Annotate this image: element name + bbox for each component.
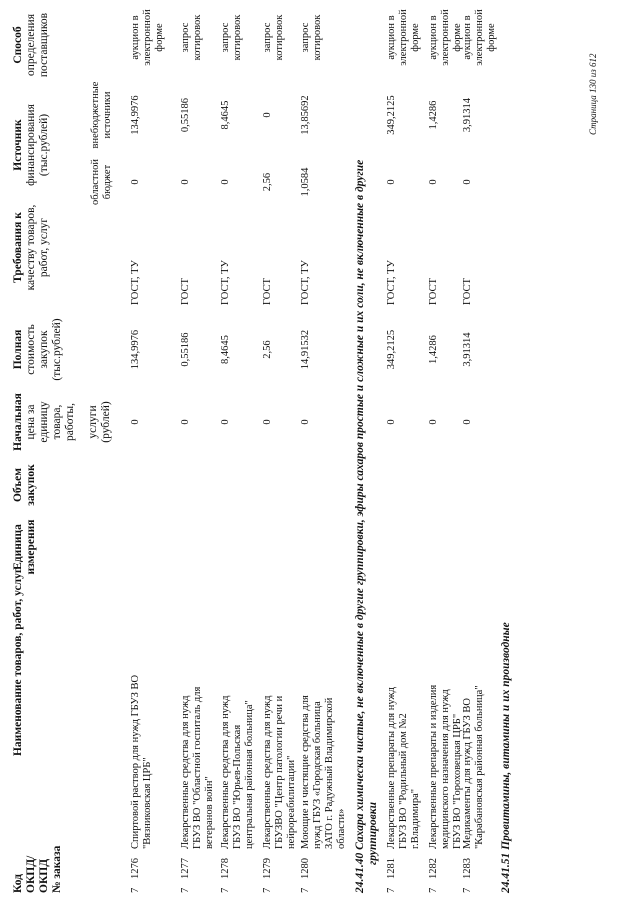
row-name [180, 609, 216, 849]
header-src-line: (тыс.рублей) [38, 113, 50, 177]
row-name [428, 609, 464, 849]
row-name-line: Спиртовой раствор для нужд ГБУЗ ВО [130, 674, 141, 849]
row-name [262, 609, 298, 849]
row-method-line: электронной [440, 9, 451, 66]
header-source-budget [90, 147, 114, 217]
row-price: 0 [130, 419, 141, 425]
row-method-line: аукцион в [428, 15, 439, 60]
table-row [130, 0, 170, 905]
header-extra-line: источники [102, 91, 113, 139]
row-cost: 0,55186 [180, 332, 191, 367]
table-row [300, 0, 347, 905]
row-name-line: медицинского назначения для нужд [440, 689, 451, 849]
row-budget: 0 [428, 179, 439, 185]
row-method-line: форме [154, 23, 165, 52]
row-name-line: ЗАТО г. Радужный Владимирской [324, 697, 335, 849]
header-src-line: финансирования [25, 104, 37, 186]
row-requirements: ГОСТ, ТУ [220, 260, 231, 305]
row-extra: 0 [262, 112, 273, 118]
row-budget: 2,56 [262, 172, 273, 192]
row-name-line: нужд ГБУЗ «Городская больница [312, 701, 323, 849]
row-code: 7 [386, 887, 397, 893]
row-requirements: ГОСТ, ТУ [386, 260, 397, 305]
header-req-line: качеству товаров, [25, 204, 37, 291]
header-budget-line: областной [90, 159, 101, 205]
row-requirements: ГОСТ [462, 278, 473, 305]
row-number: 1278 [220, 858, 231, 879]
row-cost: 3,91314 [462, 332, 473, 367]
header-cost-line: закупок [38, 330, 50, 369]
row-budget: 1,0584 [300, 167, 311, 197]
row-name-line: Лекарственные препараты для нужд [386, 686, 397, 849]
row-number: 1283 [462, 858, 473, 879]
row-budget: 0 [462, 179, 473, 185]
row-budget: 0 [180, 179, 191, 185]
header-req-line: Требования к [12, 212, 24, 283]
row-code: 7 [262, 887, 273, 893]
row-name-line: ГБУЗ ВО "Родильный дом №2 [398, 713, 409, 849]
header-method-line: определения [25, 14, 37, 77]
header-req-line: работ, услуг [38, 217, 50, 278]
row-method-line: котировок [192, 14, 203, 61]
header-price-line: (рублей) [100, 401, 112, 443]
row-method [300, 5, 324, 70]
row-method [180, 5, 204, 70]
header-method-line: поставщиков [38, 12, 50, 78]
page-footer: Страница 130 из 612 [588, 53, 598, 135]
row-cost: 14,91532 [300, 329, 311, 370]
row-method-line: электронной [142, 9, 153, 66]
row-name [386, 609, 422, 849]
row-price: 0 [462, 419, 473, 425]
row-method [386, 5, 422, 70]
row-extra: 349,2125 [386, 95, 397, 135]
row-extra: 8,4645 [220, 100, 231, 130]
table-row [262, 0, 302, 905]
header-extra-line: внебюджетные [90, 81, 101, 149]
row-method-line: аукцион в [462, 15, 473, 60]
header-price-line: Начальная [12, 393, 24, 451]
header-price-line: услуги [87, 405, 99, 439]
row-name-line: Лекарственные препараты и изделия [428, 684, 439, 849]
row-extra: 0,55186 [180, 97, 191, 133]
row-method-line: электронной [398, 9, 409, 66]
header-price-line: цена за [25, 404, 37, 440]
row-requirements: ГОСТ, ТУ [300, 260, 311, 305]
row-extra: 13,85692 [300, 95, 311, 135]
header-source [12, 80, 51, 210]
row-budget: 0 [220, 179, 231, 185]
row-method-line: котировок [232, 14, 243, 61]
row-method-line: форме [486, 23, 497, 52]
header-price-line: товара, [51, 404, 63, 440]
row-extra: 3,91314 [462, 97, 473, 133]
row-method [462, 5, 498, 70]
header-budget-line: бюджет [102, 164, 113, 200]
row-code: 7 [130, 887, 141, 893]
row-code: 7 [462, 887, 473, 893]
table-row [180, 0, 220, 905]
row-name-line: Лекарственные средства для нужд [180, 695, 191, 849]
row-name-line: "Карабановская районная больница" [474, 685, 485, 849]
header-cost-line: (тыс.рублей) [51, 318, 63, 381]
header-cost-line: Полная [12, 329, 24, 370]
table-row [386, 0, 426, 905]
row-name-line: Лекарственные средства для нужд [262, 695, 273, 849]
row-extra: 1,4286 [428, 100, 439, 130]
row-method-line: аукцион в [130, 15, 141, 60]
row-budget: 0 [386, 179, 397, 185]
row-price: 0 [180, 419, 191, 425]
row-name-line: Лекарственные средства для нужд [220, 695, 231, 849]
row-cost: 2,56 [262, 340, 273, 359]
row-requirements: ГОСТ [180, 278, 191, 305]
row-price: 0 [300, 419, 311, 425]
row-name [462, 609, 486, 849]
row-method [262, 5, 286, 70]
row-name-line: области» [336, 808, 347, 849]
row-name-line: ГБУЗ ВО "Гороховецкая ЦРБ" [452, 713, 463, 849]
row-price: 0 [386, 419, 397, 425]
section-line: 24.41.40 Сахара химически чистые, не включенные в другие группировки, эфиры сахаров простые и сложные и их соли, не включенные в другие [354, 159, 366, 893]
row-extra: 134,9976 [130, 95, 141, 135]
header-method-line: Способ [12, 26, 24, 64]
header-cost-line: стоимость [25, 324, 37, 375]
header-code-line: Код [12, 873, 24, 893]
row-name-line: нейрореабилитации" [286, 755, 297, 849]
row-method [220, 5, 244, 70]
row-number: 1280 [300, 858, 311, 879]
row-method [130, 5, 166, 70]
header-price [12, 387, 113, 457]
row-requirements: ГОСТ, ТУ [130, 260, 141, 305]
row-name [300, 609, 348, 849]
row-cost: 8,4645 [220, 335, 231, 364]
row-requirements: ГОСТ [428, 278, 439, 305]
row-cost: 349,2125 [386, 329, 397, 370]
header-source-extra [90, 75, 114, 155]
row-method-line: аукцион в [386, 15, 397, 60]
row-price: 0 [262, 419, 273, 425]
row-name [220, 609, 256, 849]
header-cost [12, 312, 64, 387]
row-method-line: запрос [180, 22, 191, 53]
row-name-line: "Вязниковская ЦРБ" [142, 757, 153, 849]
row-number: 1279 [262, 858, 273, 879]
section-heading-24-41-40 [354, 13, 380, 893]
row-name-line: ГБУЗ ВО "Юрьев-Польская [232, 724, 243, 849]
header-name: Наименование товаров, работ, услуг [12, 567, 24, 757]
row-name-line: Медикаменты для нужд ГБУЗ ВО [462, 698, 473, 849]
header-volume: Объем закупок [12, 464, 37, 506]
row-price: 0 [220, 419, 231, 425]
row-name [130, 609, 154, 849]
row-method-line: электронной [474, 9, 485, 66]
row-number: 1277 [180, 858, 191, 879]
row-method-line: запрос [262, 22, 273, 53]
row-requirements: ГОСТ [262, 278, 273, 305]
header-unit: Единица измерения [12, 519, 37, 575]
row-code: 7 [180, 887, 191, 893]
row-name-line: центральная районная больница" [244, 700, 255, 849]
row-code: 7 [300, 887, 311, 893]
header-src-line: Источник [12, 119, 24, 171]
row-name-line: ГБУЗ ВО "Областной госпиталь для [192, 686, 203, 849]
table-row [462, 0, 502, 905]
row-number: 1281 [386, 858, 397, 879]
header-price-line: работы, [64, 403, 76, 441]
row-method-line: запрос [300, 22, 311, 53]
section-line: группировки [367, 802, 379, 865]
row-name-line: ветеранов войн" [204, 776, 215, 849]
header-method [12, 5, 51, 85]
row-number: 1276 [130, 858, 141, 879]
table-row [220, 0, 260, 905]
row-method-line: котировок [312, 14, 323, 61]
header-code [12, 803, 64, 893]
header-code-line: ОКПД [38, 858, 50, 893]
row-code: 7 [428, 887, 439, 893]
header-code-line: № заказа [51, 845, 63, 893]
header-price-line: единицу [38, 401, 50, 443]
row-name-line: Моющие и чистящие средства для [300, 695, 311, 849]
section-heading-24-41-51: 24.41.51 Провитамины, витамины и их производные [500, 622, 512, 893]
row-name-line: г.Владимира" [410, 788, 421, 849]
row-method-line: котировок [274, 14, 285, 61]
row-method-line: форме [452, 23, 463, 52]
row-name-line: ГБУЗВО "Центр патологии речи и [274, 695, 285, 849]
row-price: 0 [428, 419, 439, 425]
row-method-line: запрос [220, 22, 231, 53]
row-method [428, 5, 464, 70]
row-cost: 134,9976 [130, 329, 141, 370]
row-code: 7 [220, 887, 231, 893]
row-number: 1282 [428, 858, 439, 879]
row-cost: 1,4286 [428, 335, 439, 364]
row-budget: 0 [130, 179, 141, 185]
header-code-line: ОКПД/ [25, 855, 37, 893]
row-method-line: форме [410, 23, 421, 52]
